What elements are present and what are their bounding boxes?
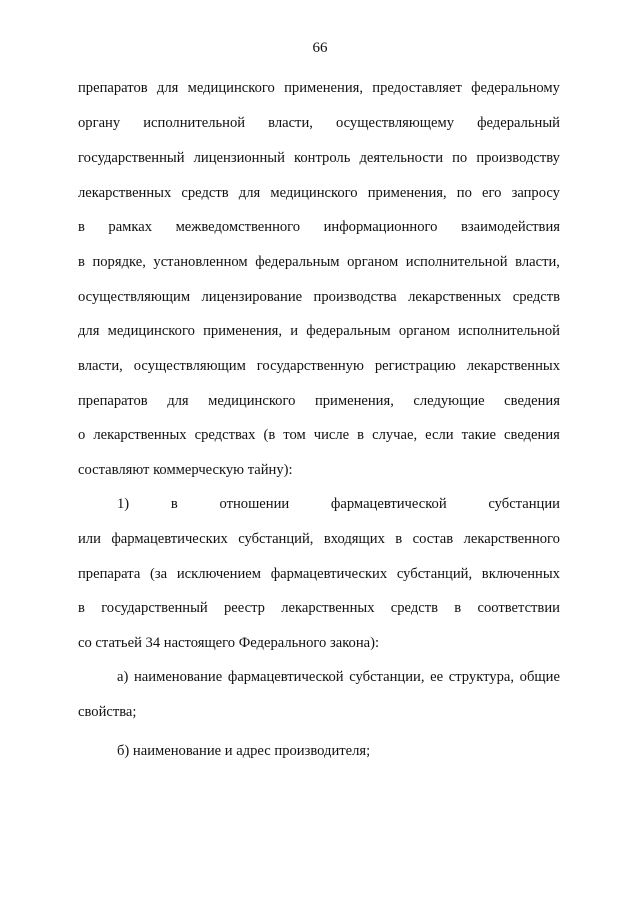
word: лекарственных <box>408 289 502 305</box>
text-line <box>78 356 560 376</box>
word: фармацевтических <box>270 566 388 582</box>
word: том <box>283 427 306 443</box>
word: включенных <box>481 566 560 582</box>
text-line: свойства; <box>78 704 137 720</box>
word: сведения <box>504 427 560 443</box>
text-line <box>78 425 560 445</box>
word: медицинского <box>270 185 358 201</box>
word: в <box>395 531 403 547</box>
word: в <box>78 600 85 616</box>
word: рамках <box>108 219 153 235</box>
word: лекарственного <box>463 531 560 547</box>
word: производства <box>313 289 397 305</box>
word: применения, <box>367 185 447 201</box>
word: отношении <box>219 496 290 512</box>
word: субстанций, <box>396 566 473 582</box>
word: фармацевтической <box>227 669 344 685</box>
word: субстанций, <box>238 531 314 547</box>
word: (в <box>263 427 276 443</box>
word: применения, <box>203 323 282 339</box>
word: следующие <box>413 393 485 409</box>
word: случае, <box>372 427 418 443</box>
word: государственный <box>78 150 185 166</box>
word: власти, <box>268 115 313 131</box>
word: общие <box>519 669 560 685</box>
word: лицензирование <box>201 289 303 305</box>
word: органом <box>398 323 450 339</box>
word: ее <box>430 669 444 685</box>
text-line <box>78 148 560 168</box>
word: средств <box>390 600 439 616</box>
word: исполнительной <box>143 115 246 131</box>
word: в <box>170 496 178 512</box>
word: реестр <box>224 600 265 616</box>
word: медицинского <box>107 323 195 339</box>
text-line <box>78 598 560 618</box>
word: осуществляющему <box>335 115 454 131</box>
word: межведомственного <box>175 219 301 235</box>
text-line <box>78 252 560 272</box>
word: власти, <box>515 254 560 270</box>
word: взаимодействия <box>460 219 560 235</box>
word: лекарственных <box>93 427 187 443</box>
word: деятельности <box>359 150 444 166</box>
word: или <box>78 531 101 547</box>
paragraph-first-line: б) наименование и адрес производителя; <box>117 743 371 759</box>
word: лекарственных <box>466 358 560 374</box>
word: для <box>78 323 100 339</box>
word: в <box>78 219 85 235</box>
page-number: 66 <box>312 40 328 56</box>
word: средств <box>512 289 560 305</box>
word: о <box>78 427 86 443</box>
word: в <box>357 427 365 443</box>
word: по <box>456 185 472 201</box>
word: информационного <box>323 219 438 235</box>
word: осуществляющим <box>133 358 246 374</box>
word: препарата <box>78 566 141 582</box>
word: осуществляющим <box>78 289 191 305</box>
word: числе <box>313 427 350 443</box>
word: регистрацию <box>374 358 456 374</box>
word: для <box>238 185 261 201</box>
word: государственную <box>256 358 364 374</box>
word: препаратов <box>78 80 148 96</box>
word: такие <box>461 427 497 443</box>
word: лекарственных <box>281 600 375 616</box>
word: 1) <box>117 496 130 512</box>
word: по <box>452 150 468 166</box>
text-line <box>78 529 560 549</box>
word: федеральным <box>255 254 340 270</box>
word: федеральным <box>306 323 391 339</box>
word: в <box>78 254 85 270</box>
text-line <box>78 78 560 98</box>
word: наименование <box>134 669 223 685</box>
word: применения, <box>314 393 394 409</box>
word: федеральный <box>477 115 560 131</box>
word: предоставляет <box>372 80 462 96</box>
text-line <box>78 564 560 584</box>
word: субстанции <box>488 496 560 512</box>
word: сведения <box>504 393 560 409</box>
word: состав <box>412 531 454 547</box>
text-line <box>78 391 560 411</box>
word: медицинского <box>187 80 275 96</box>
word: для <box>167 393 189 409</box>
word: производству <box>476 150 560 166</box>
word: контроль <box>294 150 351 166</box>
paragraph-first-line <box>117 494 560 514</box>
word: исполнительной <box>405 254 508 270</box>
text-line <box>78 321 560 341</box>
word: исполнительной <box>458 323 560 339</box>
text-line <box>78 287 560 307</box>
word: лицензионный <box>193 150 285 166</box>
word: соответствии <box>477 600 560 616</box>
word: препаратов <box>78 393 148 409</box>
word: структура, <box>448 669 515 685</box>
word: медицинского <box>208 393 296 409</box>
text-line: со статьей 34 настоящего Федерального закона): <box>78 635 380 651</box>
word: средств <box>181 185 229 201</box>
word: установленном <box>153 254 248 270</box>
word: фармацевтической <box>330 496 447 512</box>
word: порядке, <box>92 254 146 270</box>
word: для <box>156 80 179 96</box>
word: в <box>454 600 462 616</box>
word: органу <box>78 115 121 131</box>
word: средствах <box>194 427 256 443</box>
word: власти, <box>78 358 123 374</box>
text-line: составляют коммерческую тайну): <box>78 462 293 478</box>
word: запросу <box>511 185 560 201</box>
word: применения, <box>284 80 364 96</box>
word: государственный <box>101 600 208 616</box>
text-line <box>78 183 560 203</box>
word: а) <box>117 669 129 685</box>
word: если <box>425 427 454 443</box>
word: субстанции, <box>349 669 425 685</box>
word: и <box>290 323 299 339</box>
word: органом <box>347 254 399 270</box>
word: фармацевтических <box>111 531 228 547</box>
word: федеральному <box>471 80 560 96</box>
word: его <box>482 185 502 201</box>
text-line <box>78 113 560 133</box>
text-line <box>78 217 560 237</box>
word: лекарственных <box>78 185 172 201</box>
word: входящих <box>323 531 385 547</box>
word: (за <box>150 566 168 582</box>
word: исключением <box>176 566 261 582</box>
paragraph-first-line <box>117 667 560 687</box>
